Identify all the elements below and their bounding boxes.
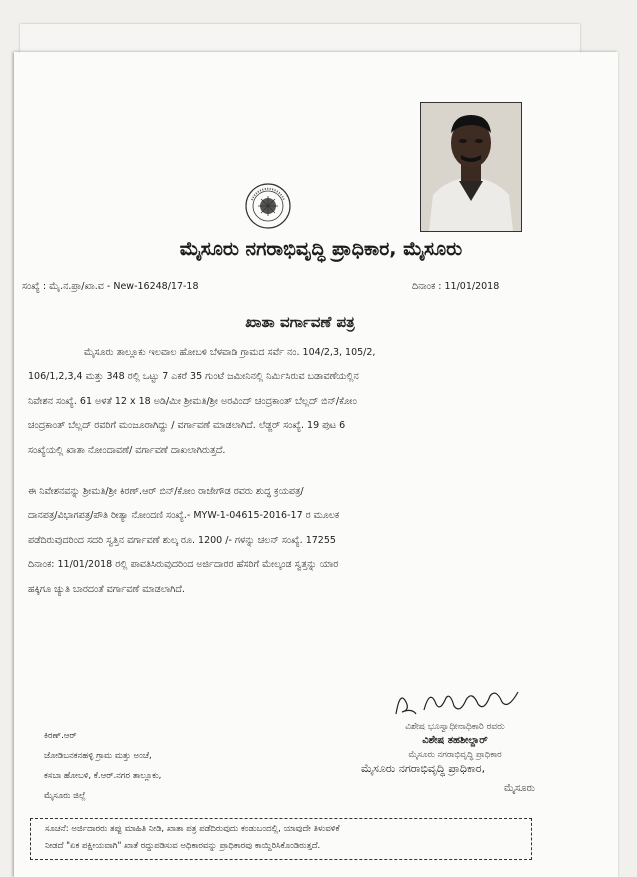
paragraph-line: ಹಕ್ಕಿಗೂ ಚ್ಯುತಿ ಬಾರದಂತೆ ವರ್ಗಾವಣೆ ಮಾಡಲಾಗಿದೆ. (28, 583, 185, 595)
paragraph-line: ದಾನಪತ್ರ/ವಿಭಾಗಪತ್ರ/ಪೌತಿ ರೀತ್ಯಾ ನೋಂದಣಿ ಸಂಖ್ಯೆ.- MYW-1-04615-2016-17 ರ ಮೂಲಕ (28, 510, 340, 522)
reference-number: ಸಂಖ್ಯೆ : ಮೈ.ನ.ಪ್ರಾ/ಖಾ.ವ - New-16248/17-18 (22, 281, 199, 292)
officer-office: ಮೈಸೂರು ನಗರಾಭಿವೃದ್ಧಿ ಪ್ರಾಧಿಕಾರ, (361, 762, 486, 775)
paragraph-line: ದಿನಾಂಕ: 11/01/2018 ರಲ್ಲಿ ಪಾವತಿಸಿರುವುದರಿಂದ ಅರ್ಜಿದಾರರ ಹೆಸರಿಗೆ ಮೇಲ್ಕಂಡ ಸ್ವತ್ತನ್ನು ಯಾರ (28, 559, 339, 571)
officer-block (355, 720, 555, 796)
paragraph-line: ಈ ನಿವೇಶನವನ್ನು ಶ್ರೀಮತಿ/ಶ್ರೀ ಕಿರಣ್.ಆರ್ ಬಿನ್/ಕೋಂ ರಾಜೇಗೌಡ ರವರು ಶುದ್ಧ ಕ್ರಯಪತ್ರ/ (28, 486, 304, 497)
paragraph-line: 106/1,2,3,4 ಮತ್ತು 348 ರಲ್ಲಿ ಒಟ್ಟು 7 ಎಕರೆ 35 ಗುಂಟೆ ಜಮೀನಿನಲ್ಲಿ ನಿರ್ಮಿಸಿರುವ ಬಡಾವಣೆಯಲ್ಲಿನ (28, 371, 359, 383)
paragraph-line: ಸಂಖ್ಯೆಯಲ್ಲಿ ಖಾತಾ ನೋಂದಾವಣೆ/ ವರ್ಗಾವಣೆ ದಾಖಲಾಗಿರುತ್ತದೆ. (28, 444, 226, 456)
paragraph-allotment (28, 341, 548, 463)
paragraph-line: ಪಡೆದಿರುವುದರಿಂದ ಸದರಿ ಸ್ವತ್ತಿನ ವರ್ಗಾವಣೆ ಶುಲ್ಕ ರೂ. 1200 /- ಗಳನ್ನು ಚಲನ್ ಸಂಖ್ಯೆ. 17255 (28, 534, 336, 546)
address-line: ಮೈಸೂರು ಜಿಲ್ಲೆ (44, 791, 86, 801)
paragraph-line: ನಿವೇಶನ ಸಂಖ್ಯೆ. 61 ಅಳತೆ 12 x 18 ಅಡಿ/ಮೀ ಶ್ರೀಮತಿ/ಶ್ರೀ ಅರವಿಂದ್ ಚಂದ್ರಕಾಂತ್ ಬೆಲ್ಲದ್ ಬಿನ್/ಕೋಂ (28, 395, 357, 407)
authority-emblem (244, 182, 292, 230)
officer-signature (390, 684, 525, 722)
paragraph-line: ಚಂದ್ರಕಾಂತ್ ಬೆಲ್ಲದ್ ರವರಿಗೆ ಮಂಜೂರಾಗಿದ್ದು / ವರ್ಗಾವಣೆ ಮಾಡಲಾಗಿದೆ. ಲೆಡ್ಜರ್ ಸಂಖ್ಯೆ. 19 ಪುಟ 6 (28, 420, 346, 432)
officer-designation: ವಿಶೇಷ ತಹಶೀಲ್ದಾರ್ (422, 735, 488, 746)
authority-title: ಮೈಸೂರು ನಗರಾಭಿವೃದ್ಧಿ ಪ್ರಾಧಿಕಾರ, ಮೈಸೂರು (179, 238, 463, 260)
paragraph-transfer (28, 480, 548, 602)
applicant-photo (420, 102, 522, 232)
officer-city: ಮೈಸೂರು (503, 783, 535, 794)
address-line: ಜೋಡಿಬನಕನಹಳ್ಳಿ ಗ್ರಾಮ ಮತ್ತು ಅಂಚೆ, (44, 751, 152, 761)
address-line: ಕಿರಣ್.ಆರ್ (44, 731, 77, 741)
notice-box (30, 818, 532, 860)
copy-to-address (44, 726, 161, 806)
issue-date: ದಿನಾಂಕ : 11/01/2018 (412, 281, 500, 292)
notice-line: ನೀಡದೆ "ಏಕ ಪಕ್ಷೀಯವಾಗಿ" ಖಾತೆ ರದ್ದುಪಡಿಸುವ ಅಧಿಕಾರವನ್ನು ಪ್ರಾಧಿಕಾರವು ಕಾಯ್ದಿರಿಸಿಕೊಂಡಿರುತ್ತದೆ. (45, 841, 321, 851)
officer-line: ವಿಶೇಷ ಭೂಸ್ವಾಧೀನಾಧಿಕಾರಿ ರವರು (405, 722, 505, 732)
document-heading: ಖಾತಾ ವರ್ಗಾವಣೆ ಪತ್ರ (245, 313, 355, 331)
address-line: ಕಸಬಾ ಹೋಬಳಿ, ಕೆ.ಆರ್.ನಗರ ತಾಲ್ಲೂಕು, (44, 771, 162, 781)
notice-line: ಸೂಚನೆ: ಅರ್ಜಿದಾರರು ತಪ್ಪು ಮಾಹಿತಿ ನೀಡಿ, ಖಾತಾ ಪತ್ರ ಪಡೆದಿರುವುದು ಕಂಡುಬಂದಲ್ಲಿ, ಯಾವುದೇ ತಿಳುವಳಿಕೆ (45, 824, 340, 834)
officer-line: ಮೈಸೂರು ನಗರಾಭಿವೃದ್ಧಿ ಪ್ರಾಧಿಕಾರ (408, 750, 502, 760)
paragraph-line: ಮೈಸೂರು ತಾಲ್ಲೂಕು ಇಲವಾಲ ಹೋಬಳಿ ಬೆಳವಾಡಿ ಗ್ರಾಮದ ಸರ್ವೆ ನಂ. 104/2,3, 105/2, (84, 347, 376, 358)
